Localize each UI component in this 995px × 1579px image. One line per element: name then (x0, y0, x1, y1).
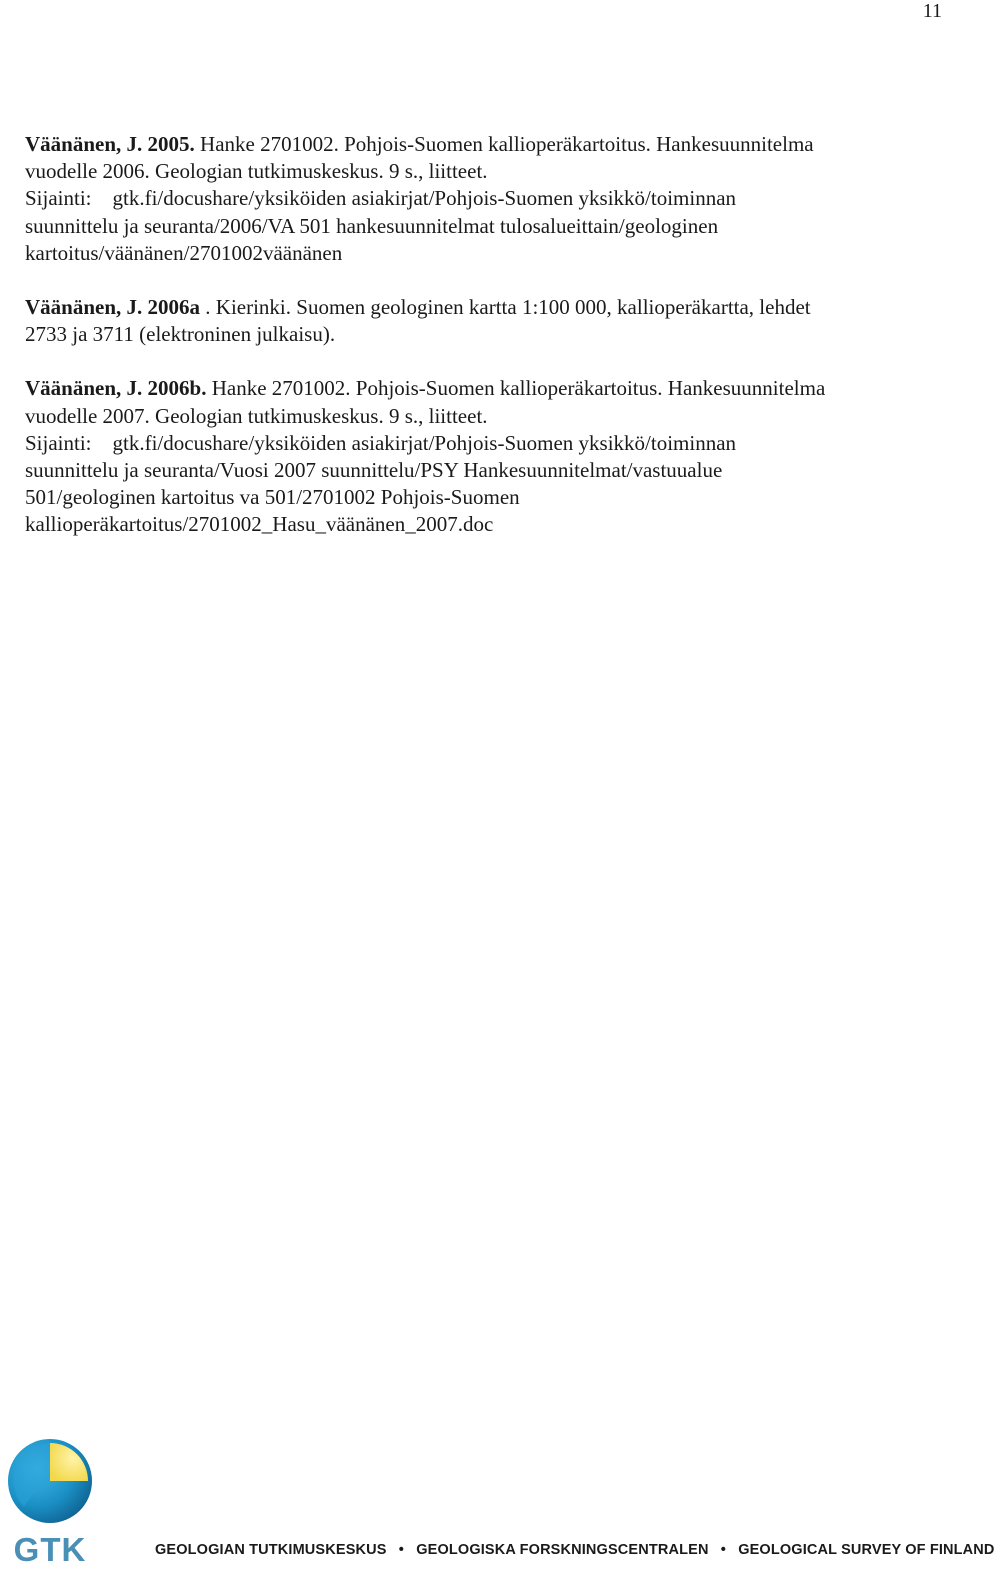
reference-list (25, 131, 945, 566)
reference-location-line: suunnittelu ja seuranta/2006/VA 501 hankesuunnitelmat tulosalueittain/geologinen (25, 213, 719, 238)
footer-separator: • (720, 1542, 726, 1558)
footer-org-sv: GEOLOGISKA FORSKNINGSCENTRALEN (416, 1542, 709, 1558)
reference-text-line: vuodelle 2006. Geologian tutkimuskeskus. 9 s., liitteet. (25, 159, 488, 184)
reference-text-line: Hanke 2701002. Pohjois-Suomen kallioperäkartoitus. Hankesuunnitelma (200, 132, 814, 156)
reference-text-line: Hanke 2701002. Pohjois-Suomen kallioperäkartoitus. Hankesuunnitelma (211, 376, 826, 401)
reference-location-line: 501/geologinen kartoitus va 501/2701002 Pohjois-Suomen (25, 485, 520, 510)
footer-org-fi: GEOLOGIAN TUTKIMUSKESKUS (155, 1542, 387, 1558)
reference-author: Väänänen, J. 2006b. (25, 376, 207, 401)
reference-author: Väänänen, J. 2006a (25, 295, 201, 320)
reference-entry (25, 131, 945, 267)
reference-text-line: 2733 ja 3711 (elektroninen julkaisu). (25, 322, 336, 347)
reference-location-line: Sijainti: gtk.fi/docushare/yksiköiden asiakirjat/Pohjois-Suomen yksikkö/toiminnan (25, 186, 737, 211)
logo-text: GTK (13, 1531, 87, 1568)
footer-organization-names (155, 1542, 995, 1558)
globe-icon (6, 1437, 94, 1568)
reference-location-line: suunnittelu ja seuranta/Vuosi 2007 suunnittelu/PSY Hankesuunnitelmat/vastuualue (25, 458, 723, 483)
gtk-logo (6, 1437, 94, 1568)
reference-location-line: Sijainti: gtk.fi/docushare/yksiköiden asiakirjat/Pohjois-Suomen yksikkö/toiminnan (25, 430, 737, 455)
reference-text-line: . Kierinki. Suomen geologinen kartta 1:100 000, kallioperäkartta, lehdet (205, 295, 811, 320)
footer-org-en: GEOLOGICAL SURVEY OF FINLAND (738, 1542, 995, 1558)
footer-separator: • (398, 1542, 405, 1558)
reference-location-line: kartoitus/väänänen/2701002väänänen (25, 240, 343, 265)
reference-entry (25, 294, 945, 348)
reference-entry (25, 375, 945, 538)
page-number: 11 (922, 0, 942, 22)
reference-location-line: kallioperäkartoitus/2701002_Hasu_väänänen_2007.doc (25, 512, 494, 537)
reference-text-line: vuodelle 2007. Geologian tutkimuskeskus. 9 s., liitteet. (25, 403, 488, 428)
reference-author: Väänänen, J. 2005. (25, 132, 195, 156)
